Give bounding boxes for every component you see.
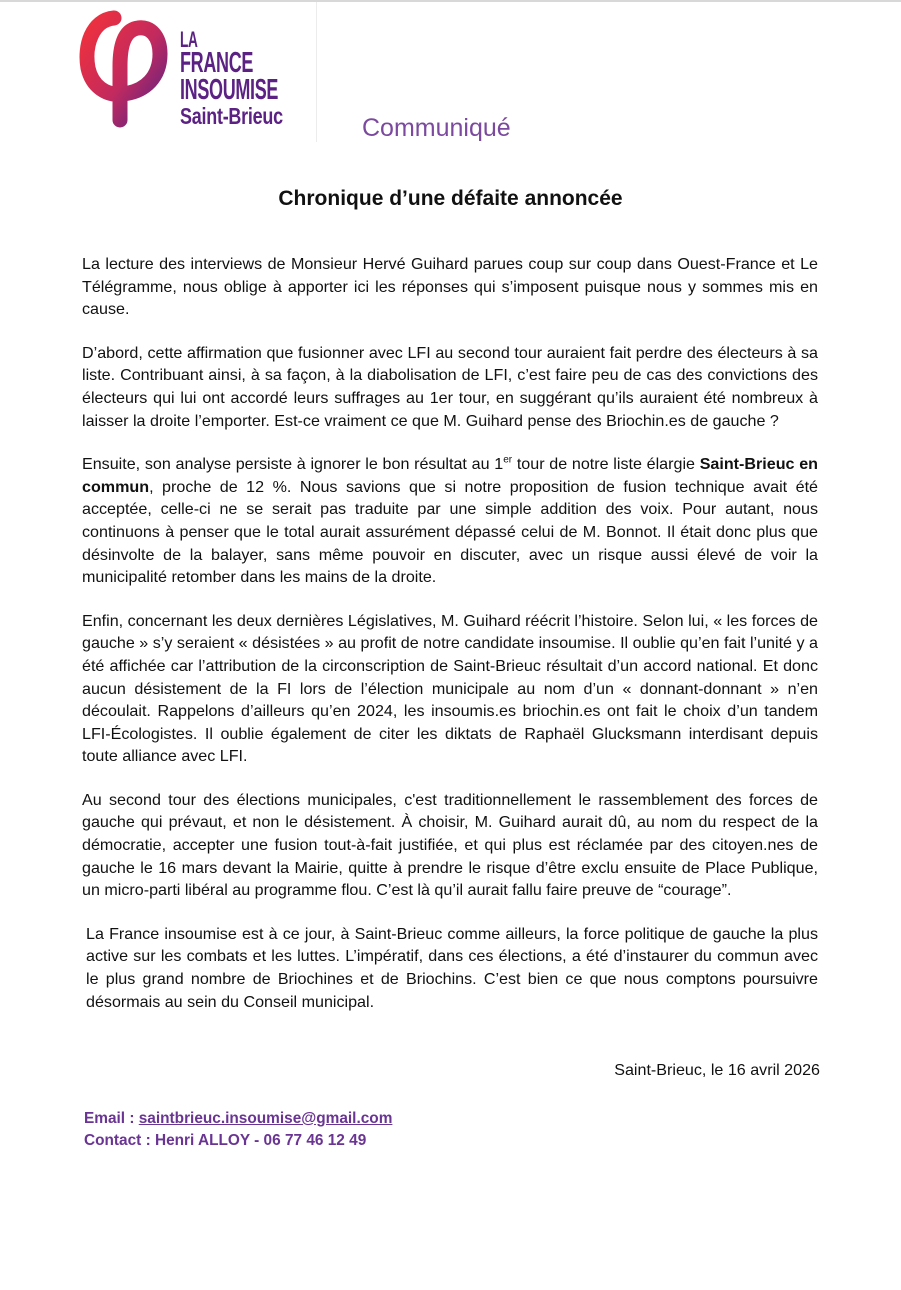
document-body <box>82 253 818 1034</box>
email-label: Email : <box>84 1110 139 1127</box>
paragraph-intro: La lecture des interviews de Monsieur Hervé Guihard parues coup sur coup dans Ouest-France et Le Télégramme, nous oblige à apporter ici les réponses qui s’imposent puisque nous y sommes mis en cause. <box>82 255 818 319</box>
paragraph-text: , proche de 12 %. Nous savions que si notre proposition de fusion technique avait été acceptée, celle-ci ne se serait pas traduite par une simple addition des voix. Pour autant, nous continuons à penser que le total aurait assurément dépassé celui de M. Bonnot. Il était donc plus que désinvolte de la balayer, sans même pouvoir en discuter, avec un risque aussi élevé de voir la municipalité retomber dans les mains de la droite. <box>82 477 818 587</box>
email-line <box>84 1108 392 1130</box>
contact-block <box>84 1108 392 1152</box>
logo-line-la: LA <box>180 27 198 52</box>
paragraph-second-point <box>82 453 818 589</box>
paragraph-second-round: Au second tour des élections municipales, c'est traditionnellement le rassemblement des forces de gauche qui prévaut, et non le désistement. À choisir, M. Guihard aurait dû, au nom du respect de la démocratie, accepter une fusion tout-à-fait justifiée, et qui plus est réclamée par des citoyen.nes de gauche le 16 mars devant la Mairie, quitte à prendre le risque d’être exclu ensuite de Place Publique, un micro-parti libéral au programme flou. C’est là qu’il aurait fallu faire preuve de “courage”. <box>82 790 818 900</box>
lfi-logo <box>74 6 314 134</box>
top-rule <box>0 0 901 2</box>
ordinal-superscript: er <box>503 454 513 466</box>
paragraph-text: Ensuite, son analyse persiste à ignorer le bon résultat au 1 <box>82 455 504 474</box>
paragraph-conclusion: La France insoumise est à ce jour, à Saint-Brieuc comme ailleurs, la force politique de gauche la plus active sur les combats et les luttes. L’impératif, dans ces élections, a été d’instaurer du commun avec le plus grand nombre de Briochines et de Briochins. C’est bien ce que nous comptons poursuivre désormais au sein du Conseil municipal. <box>86 924 818 1011</box>
paragraph-text: tour de notre liste élargie <box>512 455 700 474</box>
logo-line-city: Saint-Brieuc <box>180 102 283 129</box>
header-divider <box>316 2 317 142</box>
logo-line-insoumise: INSOUMISE <box>180 73 279 106</box>
logo-wordmark <box>180 27 338 129</box>
document-type-label: Communiqué <box>362 114 511 142</box>
place-and-date: Saint-Brieuc, le 16 avril 2026 <box>614 1061 820 1079</box>
contact-line: Contact : Henri ALLOY - 06 77 46 12 49 <box>84 1132 367 1149</box>
logo-line-france: FRANCE <box>180 47 254 80</box>
document-title: Chronique d’une défaite annoncée <box>278 187 623 210</box>
paragraph-third-point: Enfin, concernant les deux dernières Législatives, M. Guihard réécrit l’histoire. Selon lui, « les forces de gauche » s’y seraient « désistées » au profit de notre candidate insoumise. Il oublie qu’en fait l’unité y a été affichée car l’attribution de la circonscription de Saint-Brieuc résultait d’un accord national. Et donc aucun désistement de la FI lors de l’élection municipale au nom d’un « donnant-donnant » n’en découlait. Rappelons d’ailleurs qu’en 2024, les insoumis.es briochin.es ont fait le choix d’un tandem LFI-Écologistes. Il oublie également de citer les diktats de Raphaël Glucksmann interdisant depuis toute alliance avec LFI. <box>82 611 818 766</box>
phi-icon <box>74 6 174 132</box>
list-name: Saint-Brieuc en commun <box>82 455 818 496</box>
email-link[interactable]: saintbrieuc.insoumise@gmail.com <box>138 1110 393 1127</box>
paragraph-first-point: D’abord, cette affirmation que fusionner avec LFI au second tour auraient fait perdre des électeurs à sa liste. Contribuant ainsi, à sa façon, à la diabolisation de LFI, c’est faire peu de cas des convictions des électeurs qui lui ont accordé leurs suffrages au 1er tour, en suggérant qu’ils auraient été nombreux à laisser la droite l’emporter. Est-ce vraiment ce que M. Guihard pense des Briochin.es de gauche ? <box>82 343 818 430</box>
